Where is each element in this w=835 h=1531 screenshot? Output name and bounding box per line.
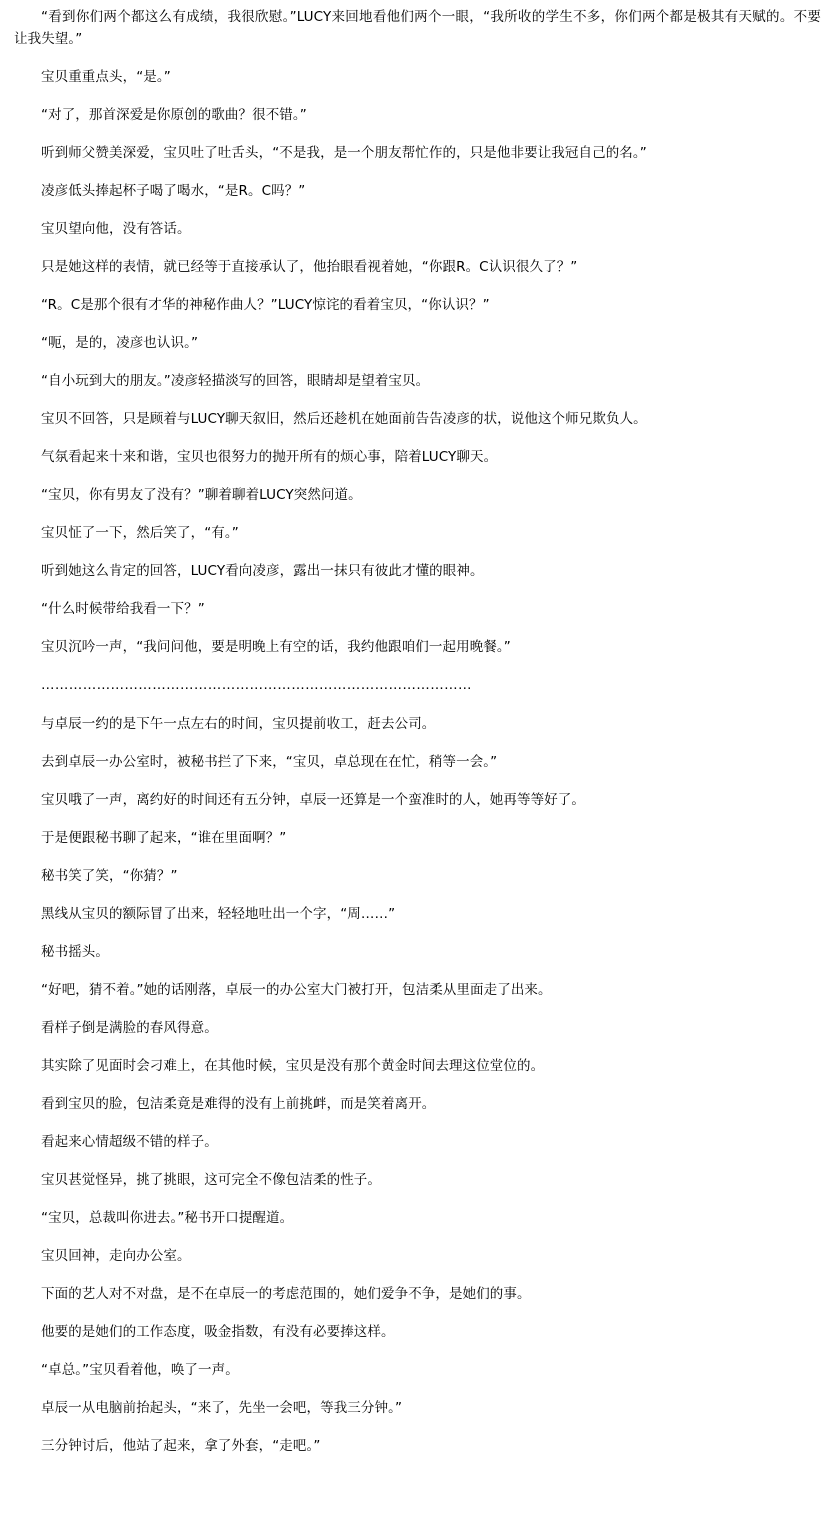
paragraph: “自小玩到大的朋友。”凌彦轻描淡写的回答，眼睛却是望着宝贝。 xyxy=(41,373,430,389)
paragraph: “看到你们两个都这么有成绩，我很欣慰。”LUCY来回地看他们两个一眼，“我所收的学生不多，你们两个都是极其有天赋的。不要让我失望。” xyxy=(14,9,821,47)
document-body xyxy=(14,6,821,1457)
paragraph: 宝贝沉吟一声，“我问问他，要是明晚上有空的话，我约他跟咱们一起用晚餐。” xyxy=(41,639,511,655)
paragraph: 气氛看起来十来和谐，宝贝也很努力的抛开所有的烦心事，陪着LUCY聊天。 xyxy=(41,449,498,465)
paragraph: “卓总。”宝贝看着他，唤了一声。 xyxy=(41,1362,239,1378)
paragraph: 他要的是她们的工作态度，吸金指数，有没有必要捧这样。 xyxy=(41,1324,395,1340)
paragraph: 下面的艺人对不对盘，是不在卓辰一的考虑范围的，她们爱争不争，是她们的事。 xyxy=(41,1286,531,1302)
paragraph: 看样子倒是满脸的春风得意。 xyxy=(41,1020,218,1036)
paragraph: “什么时候带给我看一下？” xyxy=(41,601,205,617)
paragraph: 宝贝重重点头，“是。” xyxy=(41,69,171,85)
paragraph: 卓辰一从电脑前抬起头，“来了，先坐一会吧，等我三分钟。” xyxy=(41,1400,403,1416)
paragraph: 听到她这么肯定的回答，LUCY看向凌彦，露出一抹只有彼此才懂的眼神。 xyxy=(41,563,484,579)
paragraph: “好吧，猜不着。”她的话刚落，卓辰一的办公室大门被打开，包洁柔从里面走了出来。 xyxy=(41,982,552,998)
paragraph: 凌彦低头捧起杯子喝了喝水，“是R。C吗？” xyxy=(41,183,306,199)
paragraph: 宝贝回神，走向办公室。 xyxy=(41,1248,191,1264)
paragraph: 看到宝贝的脸，包洁柔竟是难得的没有上前挑衅，而是笑着离开。 xyxy=(41,1096,436,1112)
paragraph: 看起来心情超级不错的样子。 xyxy=(41,1134,218,1150)
paragraph: 三分钟讨后，他站了起来，拿了外套，“走吧。” xyxy=(41,1438,321,1454)
paragraph: 其实除了见面时会刁难上，在其他时候，宝贝是没有那个黄金时间去理这位堂位的。 xyxy=(41,1058,545,1074)
paragraph: 宝贝望向他，没有答话。 xyxy=(41,221,191,237)
paragraph: 宝贝怔了一下，然后笑了，“有。” xyxy=(41,525,239,541)
paragraph: “R。C是那个很有才华的神秘作曲人？”LUCY惊诧的看着宝贝，“你认识？” xyxy=(41,297,490,313)
paragraph: 听到师父赞美深爱，宝贝吐了吐舌头，“不是我，是一个朋友帮忙作的，只是他非要让我冠自己的名。” xyxy=(41,145,647,161)
paragraph: 与卓辰一约的是下午一点左右的时间，宝贝提前收工，赶去公司。 xyxy=(41,716,436,732)
paragraph: “对了，那首深爱是你原创的歌曲？很不错。” xyxy=(41,107,307,123)
paragraph: 只是她这样的表情，就已经等于直接承认了，他抬眼看视着她，“你跟R。C认识很久了？” xyxy=(41,259,578,275)
paragraph: 黑线从宝贝的额际冒了出来，轻轻地吐出一个字，“周……” xyxy=(41,906,396,922)
paragraph: 秘书摇头。 xyxy=(41,944,109,960)
paragraph: “宝贝，你有男友了没有？”聊着聊着LUCY突然问道。 xyxy=(41,487,362,503)
paragraph: ………………………………………………………………………………… xyxy=(41,677,472,693)
paragraph: 秘书笑了笑，“你猜？” xyxy=(41,868,178,884)
paragraph: “宝贝，总裁叫你进去。”秘书开口提醒道。 xyxy=(41,1210,294,1226)
paragraph: “呃，是的，凌彦也认识。” xyxy=(41,335,199,351)
paragraph: 宝贝不回答，只是顾着与LUCY聊天叙旧，然后还趁机在她面前告告凌彦的状，说他这个师兄欺负人。 xyxy=(41,411,647,427)
paragraph: 于是便跟秘书聊了起来，“谁在里面啊？” xyxy=(41,830,287,846)
paragraph: 宝贝哦了一声，离约好的时间还有五分钟，卓辰一还算是一个蛮准时的人，她再等等好了。 xyxy=(41,792,585,808)
paragraph: 去到卓辰一办公室时，被秘书拦了下来，“宝贝，卓总现在在忙，稍等一会。” xyxy=(41,754,498,770)
paragraph: 宝贝甚觉怪异，挑了挑眼，这可完全不像包洁柔的性子。 xyxy=(41,1172,381,1188)
